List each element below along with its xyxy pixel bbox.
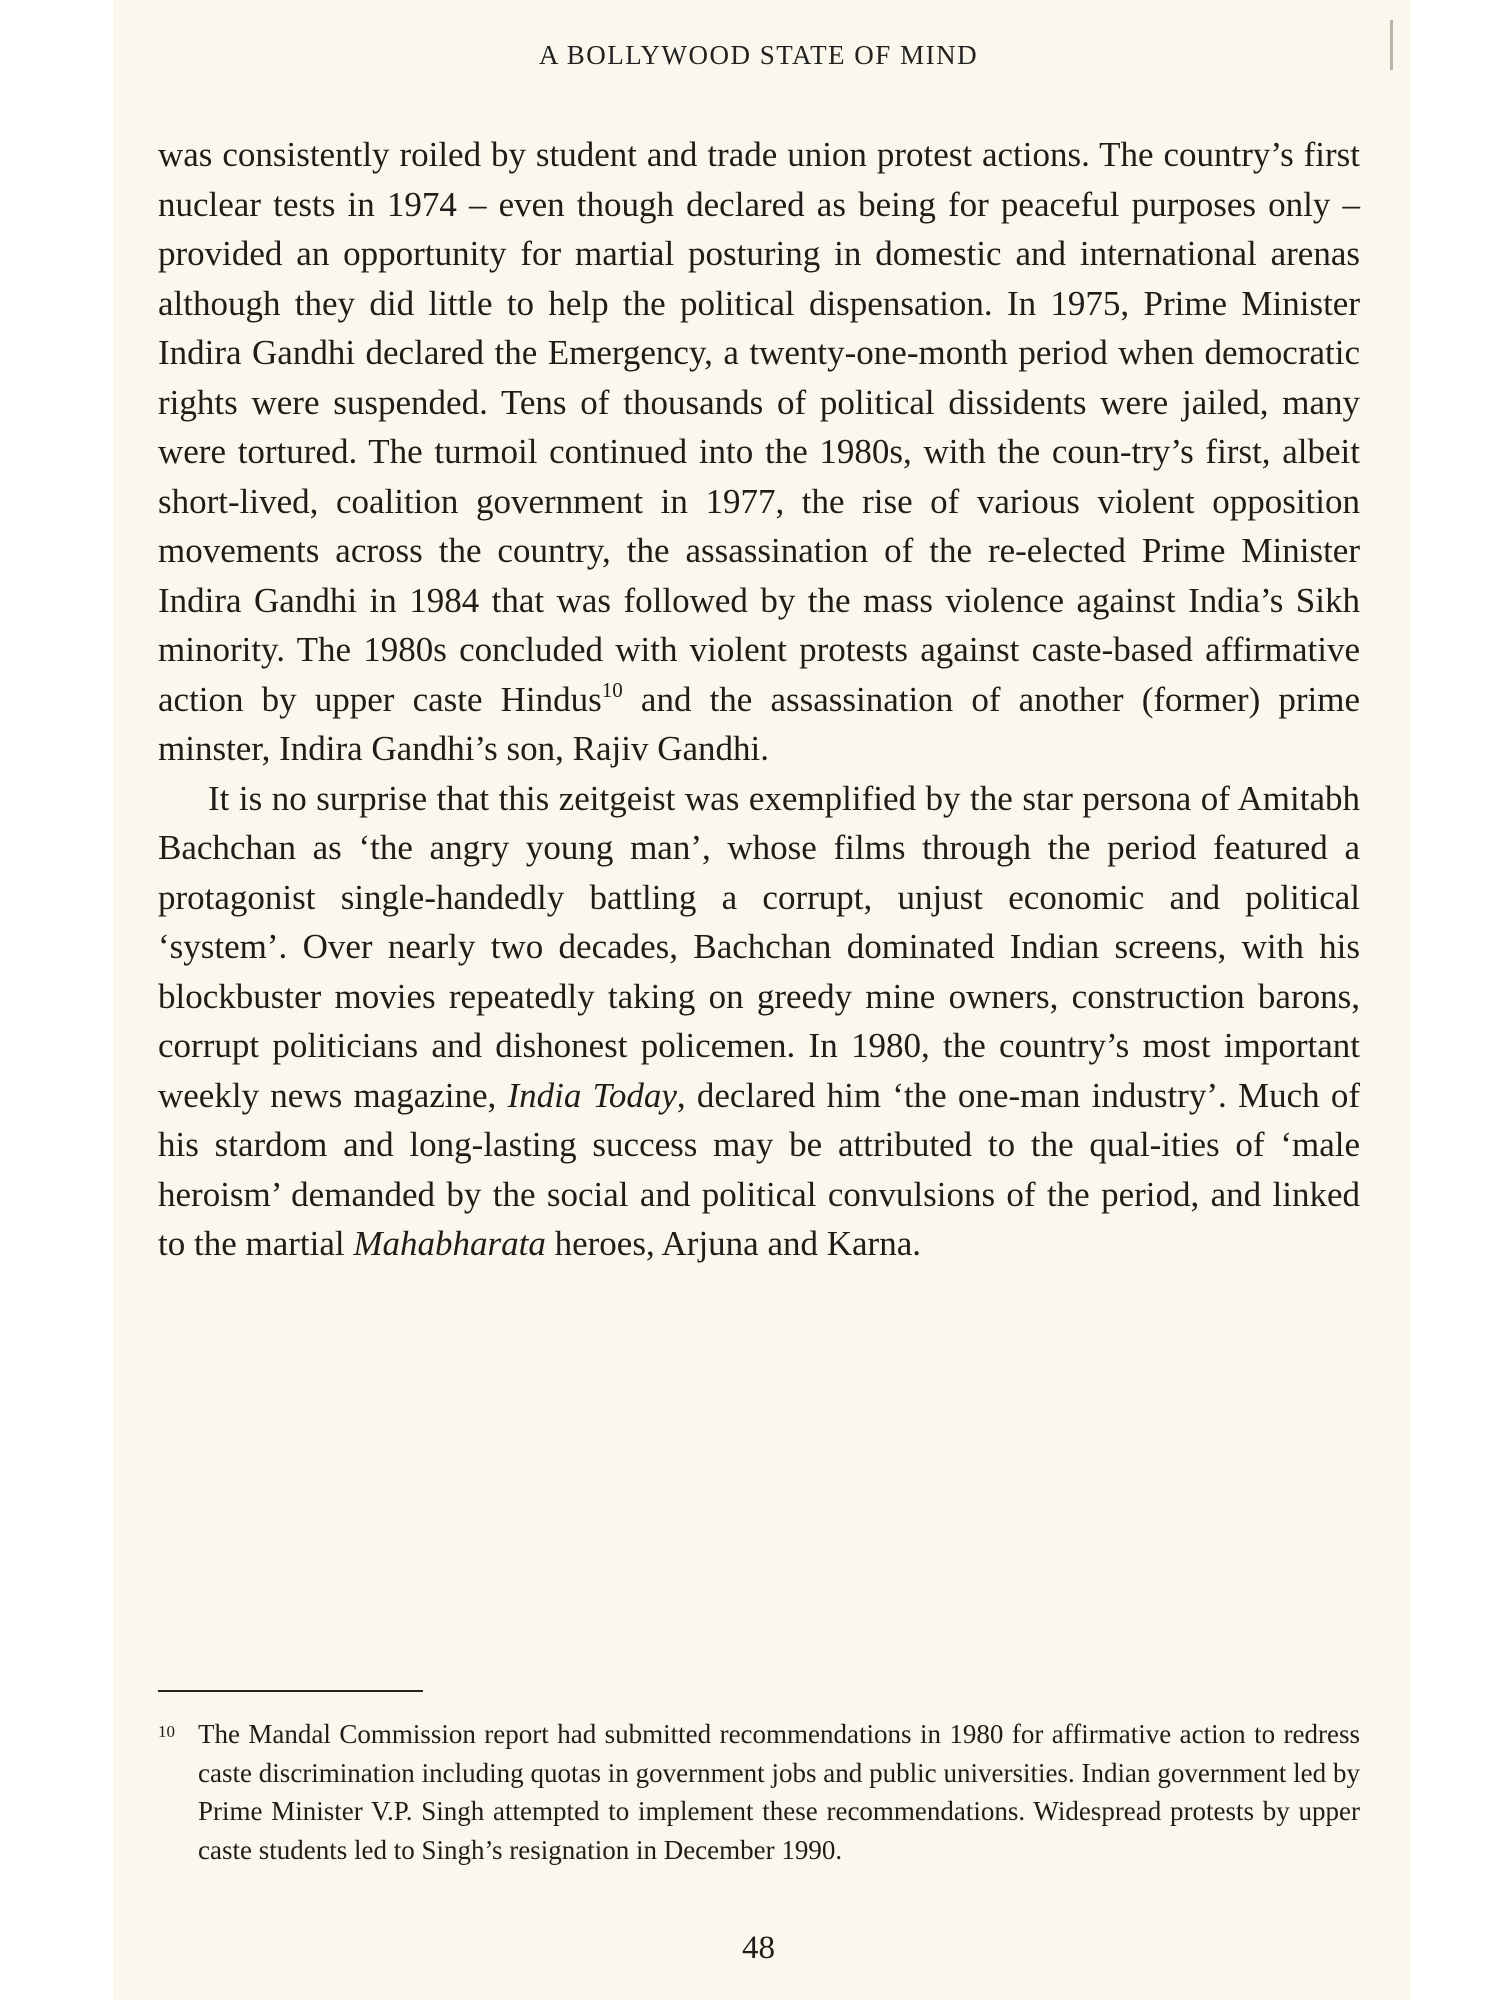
italic-title: India Today <box>507 1075 677 1115</box>
running-head: A BOLLYWOOD STATE OF MIND <box>538 40 979 70</box>
footnote <box>158 1715 1360 1869</box>
paragraph-text: It is no surprise that this zeitgeist was exemplified by the star persona of Amitabh Bachchan as ‘the angry young man’, whose films through the period featured a protagonist single-handedly battling a corrupt, unjust economic and political ‘system’. Over nearly two decades, Bachchan dominated Indian screens, with his blockbuster movies repeatedly taking on greedy mine owners, construction barons, corrupt politicians and dishonest policemen. In 1980, the country’s most important weekly news magazine, <box>158 778 1360 1115</box>
page-number: 48 <box>742 1930 775 1966</box>
footnote-reference[interactable]: 10 <box>601 677 623 702</box>
paragraph <box>158 130 1360 774</box>
paragraph-text: , declared him ‘the one-man industry’. Much of his stardom and long-lasting success may be attributed to the qual-ities of ‘male heroism’ demanded by the social and political convulsions of the period, and linked to the martial <box>158 1075 1360 1263</box>
footnote-text: The Mandal Commission report had submitted recommendations in 1980 for affirmative action to redress caste discrimination including quotas in government jobs and public universities. Indian government led by Prime Minister V.P. Singh attempted to implement these recommendations. Widespread protests by upper caste students led to Singh’s resignation in December 1990. <box>198 1719 1360 1865</box>
paragraph-text: and the assassination of another (former) prime minster, Indira Gandhi’s son, Rajiv Gandhi. <box>158 679 1360 768</box>
body-text <box>158 130 1360 1269</box>
footnote-number: 10 <box>158 1722 175 1741</box>
paragraph-text: was consistently roiled by student and trade union protest actions. The country’s first nuclear tests in 1974 – even though declared as being for peaceful purposes only – provided an opportunity for martial posturing in domestic and international arenas although they did little to help the political dispensation. In 1975, Prime Minister Indira Gandhi declared the Emergency, a twenty-one-month period when democratic rights were suspended. Tens of thousands of political dissidents were jailed, many were tortured. The turmoil continued into the 1980s, with the coun-try’s first, albeit short-lived, coalition government in 1977, the rise of various violent opposition movements across the country, the assassination of the re-elected Prime Minister Indira Gandhi in 1984 that was followed by the mass violence against India’s Sikh minority. The 1980s concluded with violent protests against caste-based affirmative action by upper caste Hindus <box>158 135 1360 719</box>
footnote-divider <box>158 1690 423 1692</box>
italic-title: Mahabharata <box>353 1224 546 1263</box>
paragraph <box>158 774 1360 1269</box>
paragraph-text: heroes, Arjuna and Karna. <box>545 1224 921 1263</box>
